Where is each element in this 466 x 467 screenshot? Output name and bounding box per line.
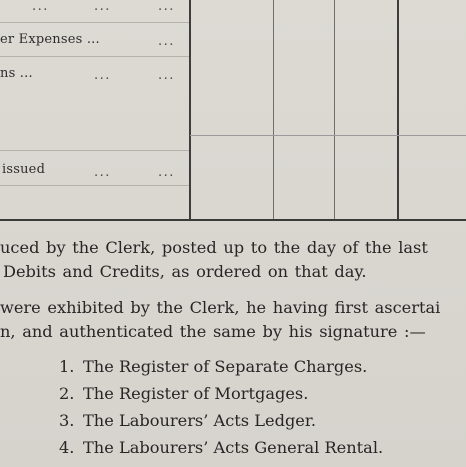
register-list-item: [59, 411, 316, 430]
ledger-row-rule: [0, 56, 189, 57]
paragraph-1-line-2: Debits and Credits, as ordered on that day.: [3, 262, 367, 281]
ledger-bottom-rule: [0, 219, 466, 221]
ledger-row-2-label: ns ...: [0, 66, 33, 81]
ledger-row-0-dots-a: ...: [32, 0, 49, 14]
register-list-item: [59, 384, 308, 403]
ledger-row-2-dots-b: ...: [94, 68, 111, 83]
ledger-row-3-label: issued: [2, 162, 46, 177]
register-number: 2.: [59, 384, 75, 403]
ledger-row-rule: [0, 185, 189, 186]
ledger-row-rule: [0, 150, 189, 151]
register-number: 3.: [59, 411, 75, 430]
ledger-row-3-dots-c: ...: [158, 165, 175, 180]
register-title: The Labourers’ Acts General Rental.: [83, 438, 384, 457]
paragraph-2-line-2: n, and authenticated the same by his signature :—: [0, 322, 426, 341]
ledger-table: [0, 0, 466, 221]
register-number: 4.: [59, 438, 75, 457]
register-number: 1.: [59, 357, 75, 376]
ledger-total-line: [190, 135, 466, 136]
ledger-row-rule: [0, 22, 189, 23]
register-title: The Labourers’ Acts Ledger.: [83, 411, 316, 430]
paragraph-2-line-1: were exhibited by the Clerk, he having first ascertai: [0, 298, 441, 317]
register-list-item: [59, 438, 383, 457]
register-title: The Register of Mortgages.: [83, 384, 309, 403]
ledger-row-0-dots-b: ...: [94, 0, 111, 14]
paragraph-1-line-1: uced by the Clerk, posted up to the day of the last: [0, 238, 428, 257]
ledger-column-divider: [334, 0, 335, 219]
ledger-column-divider: [273, 0, 274, 219]
ledger-row-0-dots-c: ...: [158, 0, 175, 14]
ledger-row-2-dots-c: ...: [158, 68, 175, 83]
register-title: The Register of Separate Charges.: [83, 357, 368, 376]
register-list-item: [59, 357, 367, 376]
ledger-row-3-dots-b: ...: [94, 165, 111, 180]
ledger-column-divider-main: [397, 0, 399, 219]
ledger-row-1-label: er Expenses ...: [0, 32, 100, 47]
ledger-row-1-dots-c: ...: [158, 34, 175, 49]
ledger-column-divider-main: [189, 0, 191, 219]
